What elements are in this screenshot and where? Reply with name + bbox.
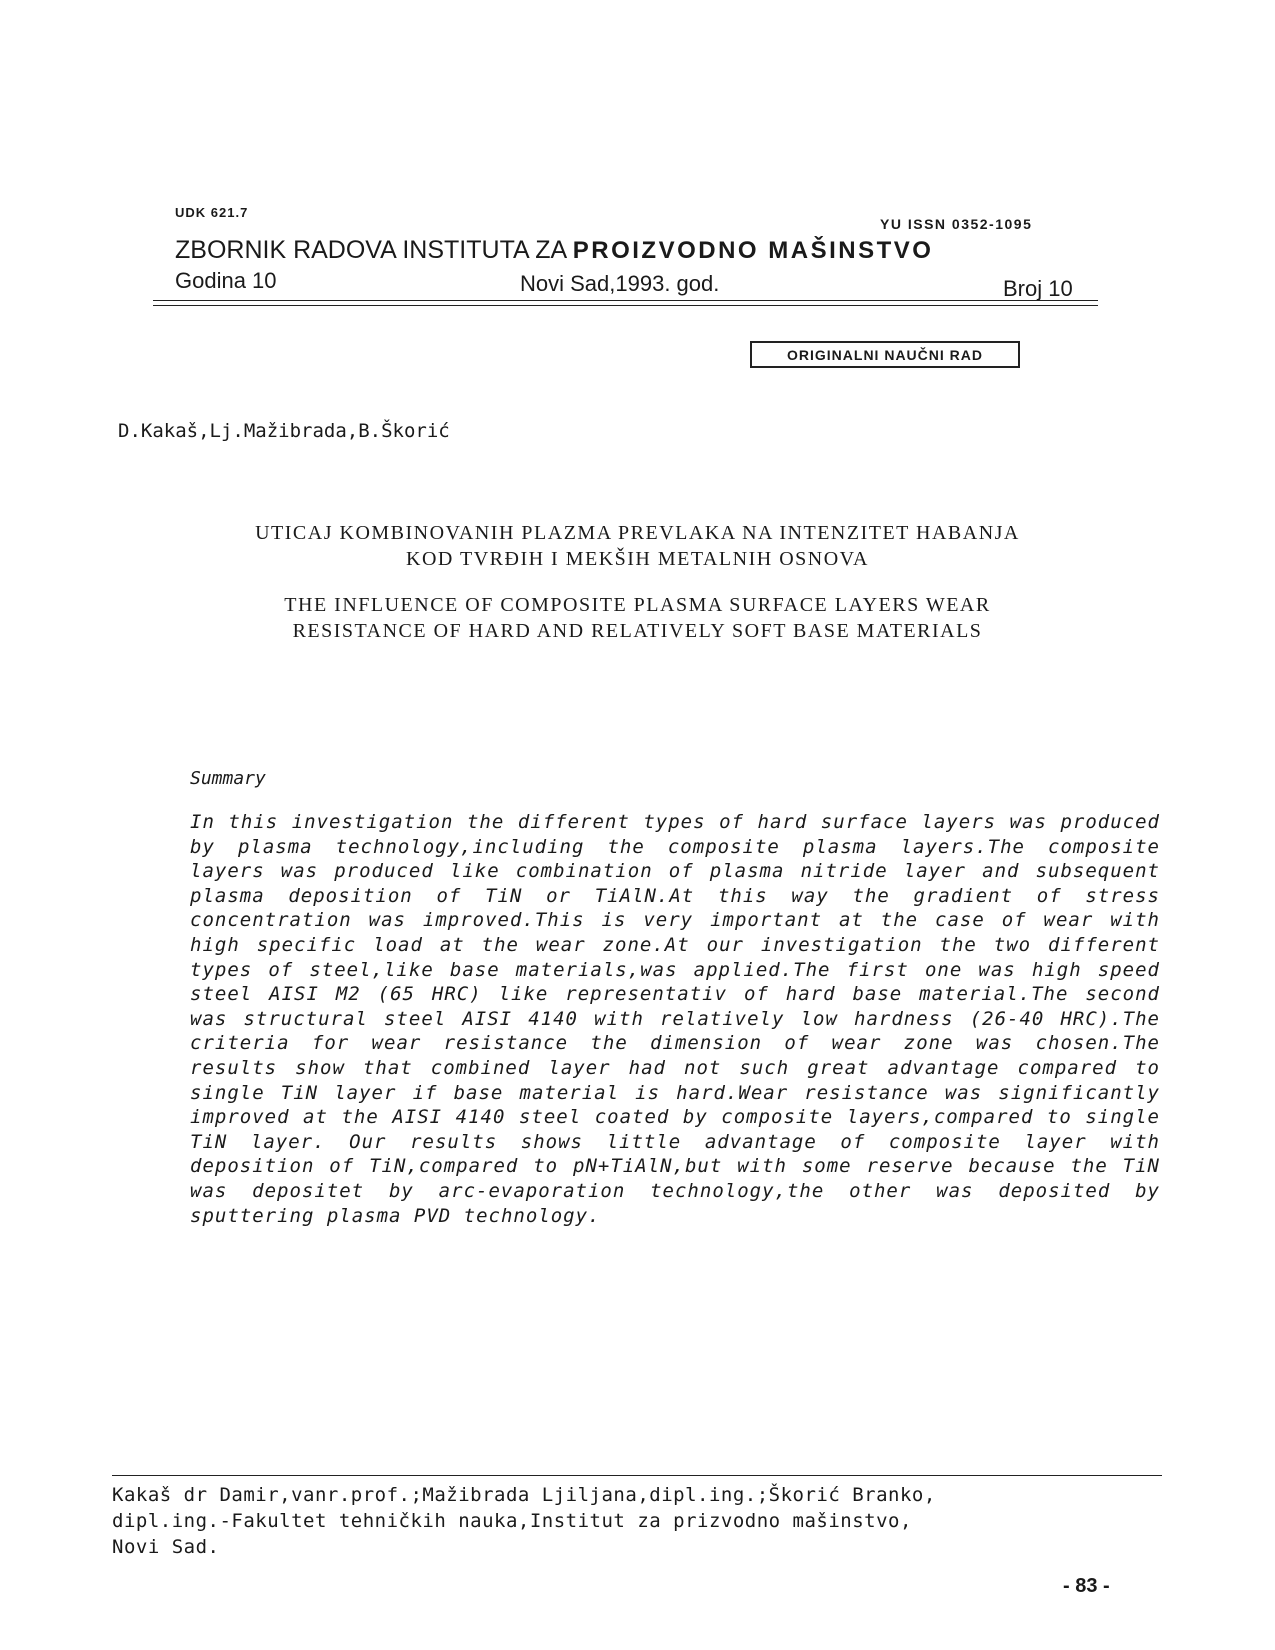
authors: D.Kakaš,Lj.Mažibrada,B.Škorić — [118, 420, 450, 442]
title-english — [150, 592, 1125, 644]
journal-title — [175, 236, 933, 265]
summary-heading: Summary — [190, 768, 266, 789]
title-serbian-line: UTICAJ KOMBINOVANIH PLAZMA PREVLAKA NA INTENZITET HABANJA — [255, 522, 1020, 544]
author-footnote — [112, 1482, 1172, 1560]
footnote-line: Kakaš dr Damir,vanr.prof.;Mažibrada Ljiljana,dipl.ing.;Škorić Branko, — [112, 1484, 936, 1506]
title-serbian — [150, 520, 1125, 572]
journal-title-plain: ZBORNIK RADOVA INSTITUTA ZA — [175, 236, 573, 264]
paper-category-label: ORIGINALNI NAUČNI RAD — [787, 346, 983, 363]
title-english-line: THE INFLUENCE OF COMPOSITE PLASMA SURFACE LAYERS WEAR — [284, 594, 991, 616]
udk-code: UDK 621.7 — [175, 205, 249, 220]
footnote-line: Novi Sad. — [112, 1536, 220, 1558]
issn-code: YU ISSN 0352-1095 — [880, 216, 1033, 232]
summary-text: In this investigation the different types of hard surface layers was produced by plasma technology,including the composite plasma layers.The composite layers was produced like combination of plasma nitride layer and subsequent plasma deposition of TiN or TiAlN.At this way the gradient of stress concentration was improved.This is very important at the case of wear with high specific load at the wear zone.At our investigation the two different types of steel,like base materials,was applied.The first one was high speed steel AISI M2 (65 HRC) like representativ of hard base material.The second was structural steel AISI 4140 with relatively low hardness (26-40 HRC).The criteria for wear resistance the dimension of wear zone was chosen.The results show that combined layer had not such great advantage compared to single TiN layer if base material is hard.Wear resistance was significantly improved at the AISI 4140 steel coated by composite layers,compared to single TiN layer. Our results shows little advantage of composite layer with deposition of TiN,compared to pN+TiAlN,but with some reserve because the TiN was depositet by arc-evaporation technology,the other was deposited by sputtering plasma PVD technology. — [190, 811, 1160, 1227]
footnote-line: dipl.ing.-Fakultet tehničkih nauka,Institut za prizvodno mašinstvo, — [112, 1510, 912, 1532]
title-serbian-line: KOD TVRĐIH I MEKŠIH METALNIH OSNOVA — [406, 548, 869, 570]
journal-title-bold: PROIZVODNO MAŠINSTVO — [572, 237, 934, 264]
title-english-line: RESISTANCE OF HARD AND RELATIVELY SOFT BASE MATERIALS — [292, 620, 983, 642]
header-rule — [153, 305, 1098, 306]
volume-year: Godina 10 — [175, 268, 277, 293]
place-date: Novi Sad,1993. god. — [520, 271, 720, 296]
footnote-rule — [112, 1475, 1162, 1476]
page-number: - 83 - — [1063, 1575, 1110, 1597]
paper-category-badge — [750, 341, 1020, 368]
header-rule — [153, 300, 1098, 301]
issue-number: Broj 10 — [1003, 276, 1073, 301]
